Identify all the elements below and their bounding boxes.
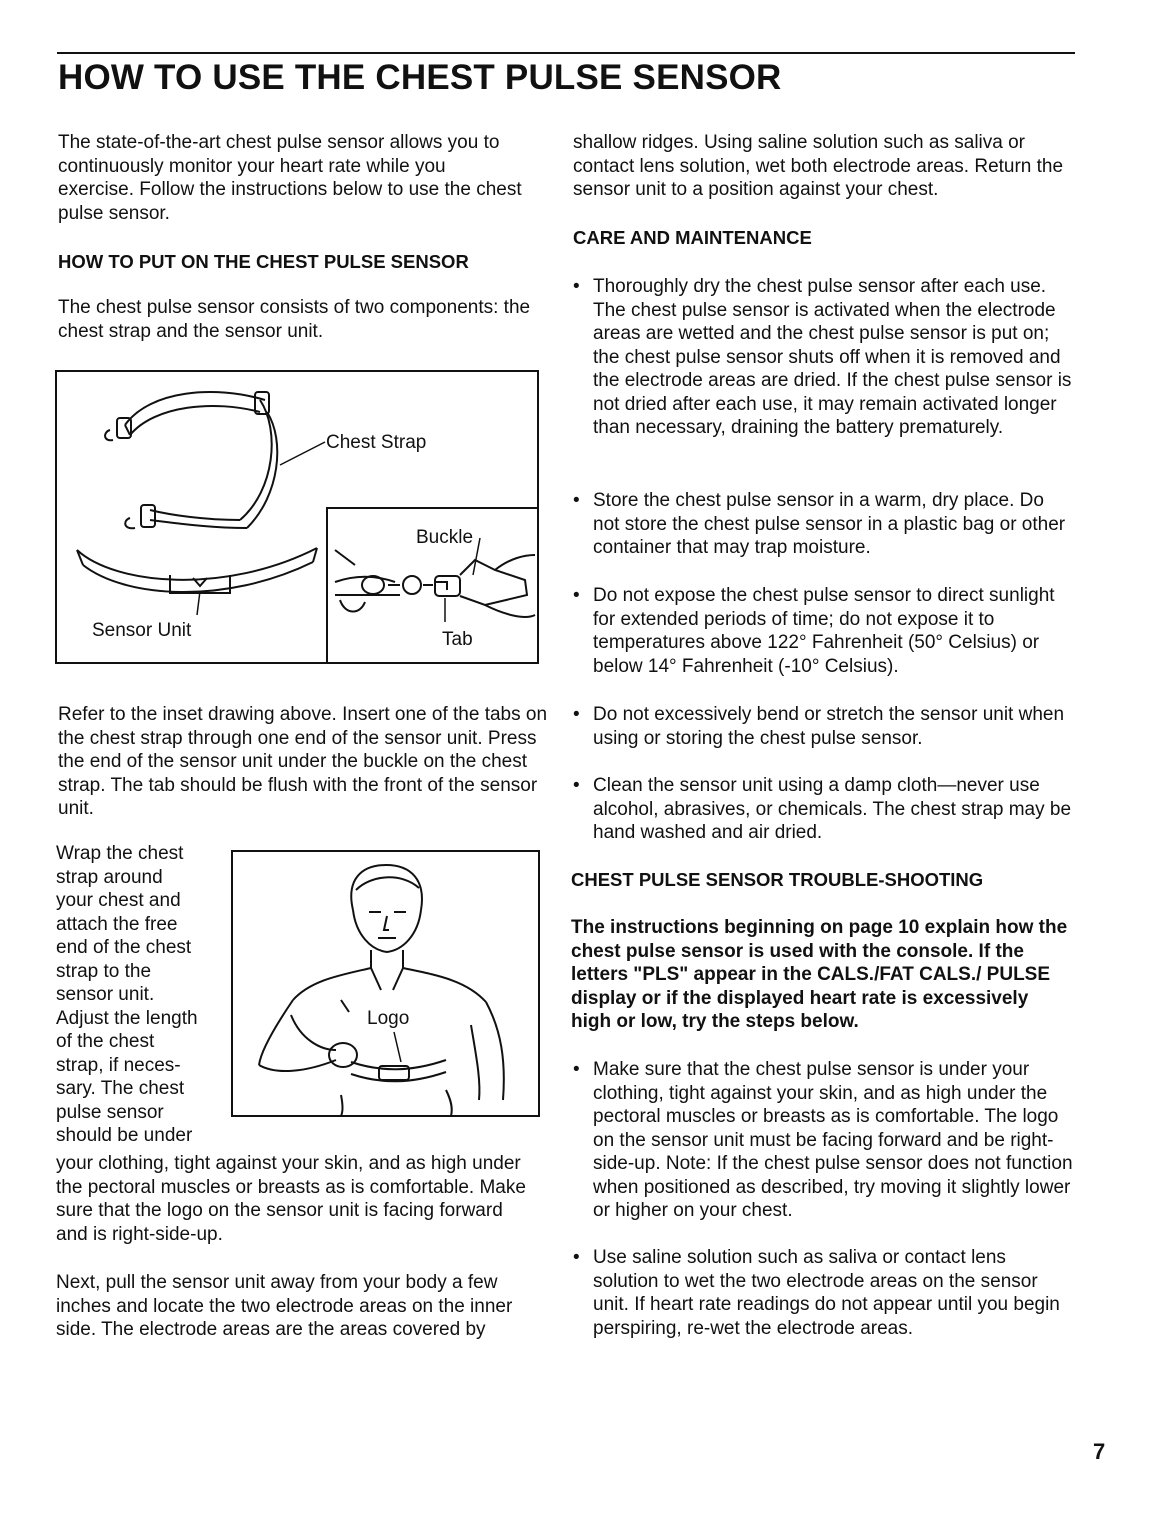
- wrap-line: Adjust the length: [56, 1007, 198, 1029]
- wrap-line: your chest and: [56, 890, 181, 911]
- chest-strap-label: Chest Strap: [326, 432, 427, 453]
- page-number: 7: [1093, 1439, 1106, 1464]
- sensor-unit-label: Sensor Unit: [92, 620, 192, 641]
- care-item: • Store the chest pulse sensor in a warm, dry place. Do not store the chest pulse sensor in a plastic bag or other container that may trap moisture.: [573, 490, 1066, 558]
- components-paragraph: The chest pulse sensor consists of two components: the chest strap and the sensor unit.: [58, 297, 531, 342]
- wrap-line: end of the chest: [56, 937, 192, 958]
- put-on-heading: HOW TO PUT ON THE CHEST PULSE SENSOR: [58, 251, 469, 272]
- buckle-label: Buckle: [416, 527, 474, 548]
- wrap-line: of the chest: [56, 1031, 155, 1052]
- bullet-icon: •: [573, 1247, 580, 1268]
- next-paragraph: Next, pull the sensor unit away from your body a few inches and locate the two electrode areas on the inner side. The electrode areas are the areas covered by: [56, 1272, 513, 1340]
- sensor-unit-drawing: [77, 548, 317, 593]
- care-item: • Clean the sensor unit using a damp cloth—never use alcohol, abrasives, or chemicals. The chest strap may be hand washed and air dried.: [573, 775, 1072, 843]
- wrap-line: strap, if neces-: [56, 1054, 181, 1076]
- wrap-line: attach the free: [56, 913, 178, 935]
- wrap-line: sary. The chest: [56, 1078, 185, 1099]
- wrap-line: strap around: [56, 866, 163, 888]
- wearing-sensor-figure: [231, 850, 541, 1118]
- care-heading: CARE AND MAINTENANCE: [573, 227, 812, 248]
- title-rule: [57, 52, 1075, 54]
- trouble-intro: The instructions beginning on page 10 explain how the chest pulse sensor is used with the console. If the letters "PLS" appear in the CALS./FAT CALS./ PULSE display or if the displayed heart rate is excessively high or low, try the steps below.: [571, 917, 1068, 1032]
- wrap-line: sensor unit.: [56, 984, 155, 1005]
- logo-label: Logo: [367, 1008, 410, 1029]
- bullet-icon: •: [573, 704, 580, 725]
- bullet-icon: •: [573, 490, 580, 511]
- buckle-tab-drawing: [335, 550, 535, 617]
- chest-strap-drawing: [105, 392, 277, 528]
- wrap-paragraph-narrow: [56, 842, 236, 1148]
- wrap-line: Wrap the chest: [56, 843, 184, 864]
- care-item: • Do not excessively bend or stretch the sensor unit when using or storing the chest pulse sensor.: [573, 704, 1065, 749]
- wrap-paragraph-rest: your clothing, tight against your skin, and as high under the pectoral muscles or breasts as is comfortable. Make sure that the logo on the sensor unit is facing forward and is right-side-up.: [56, 1153, 526, 1245]
- wrap-line: pulse sensor: [56, 1101, 164, 1123]
- care-item: • Thoroughly dry the chest pulse sensor after each use. The chest pulse sensor is activated when the electrode areas are wetted and the chest pulse sensor is put on; the chest pulse sensor shuts off when it is removed and the electrode areas are dried. If the chest pulse sensor is not dried after each use, it may remain activated longer than necessary, draining the battery prematurely.: [573, 276, 1072, 438]
- bullet-icon: •: [573, 276, 580, 297]
- bullet-icon: •: [573, 775, 580, 796]
- care-item: • Do not expose the chest pulse sensor to direct sunlight for extended periods of time; do not expose it to temperatures above 122° Fahrenheit (50° Celsius) or below 14° Fahrenheit (-10° Celsius).: [573, 585, 1055, 677]
- bullet-icon: •: [573, 1059, 580, 1080]
- bullet-icon: •: [573, 585, 580, 606]
- trouble-item: • Make sure that the chest pulse sensor is under your clothing, tight against your skin, and as high under the pectoral muscles or breasts as is comfortable. The logo on the sensor unit must be facing forward and be right-side-up. Note: If the chest pulse sensor does not function when positioned as described, try moving it slightly lower or higher on your chest.: [573, 1059, 1073, 1221]
- insert-paragraph: Refer to the inset drawing above. Insert one of the tabs on the chest strap through one end of the sensor unit. Press the end of the sensor unit under the buckle on the chest strap. The tab should be flush with the front of the sensor unit.: [58, 704, 548, 819]
- wrap-line: strap to the: [56, 960, 152, 982]
- man-drawing: [259, 865, 504, 1116]
- intro-paragraph: The state-of-the-art chest pulse sensor allows you to continuously monitor your heart rate while you exercise. Follow the instructions below to use the chest pulse sensor.: [58, 132, 522, 224]
- trouble-item: • Use saline solution such as saliva or contact lens solution to wet the two electrode areas on the sensor unit. If heart rate readings do not appear until you begin perspiring, re-wet the electrode areas.: [573, 1247, 1060, 1339]
- continued-paragraph: shallow ridges. Using saline solution such as saliva or contact lens solution, wet both electrode areas. Return the sensor unit to a position against your chest.: [573, 132, 1064, 200]
- tab-label: Tab: [442, 629, 473, 650]
- trouble-heading: CHEST PULSE SENSOR TROUBLE-SHOOTING: [571, 869, 984, 890]
- wrap-line: should be under: [56, 1125, 193, 1146]
- page-title: HOW TO USE THE CHEST PULSE SENSOR: [58, 58, 782, 97]
